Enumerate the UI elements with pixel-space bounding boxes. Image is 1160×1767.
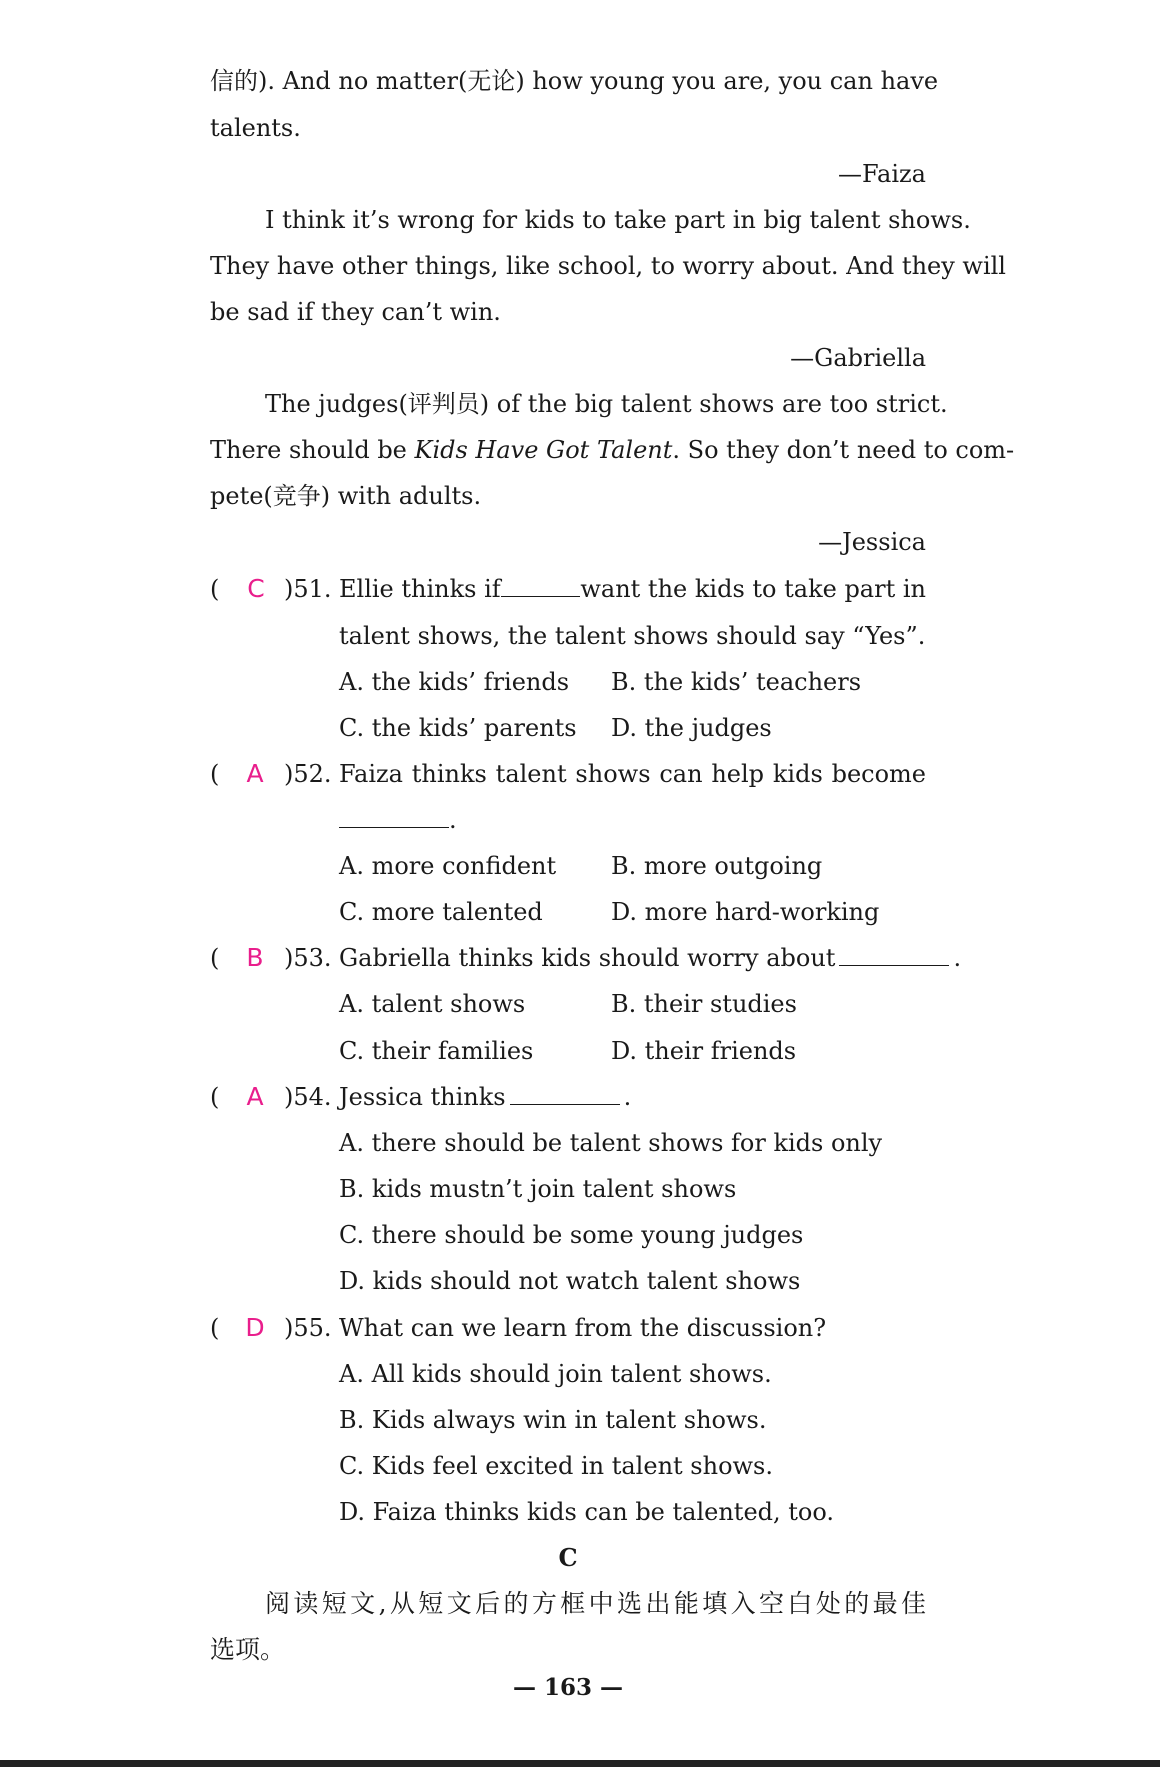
option-c: C. the kids’ parents xyxy=(339,714,577,742)
stem-text: Jessica thinks xyxy=(339,1083,506,1111)
section-instruction: 阅读短文,从短文后的方框中选出能填入空白处的最佳 xyxy=(265,1589,926,1618)
signature-gabriella: —Gabriella xyxy=(790,344,926,372)
question-stem xyxy=(339,943,961,973)
answer-paren: ( xyxy=(210,1083,220,1111)
answer-blank xyxy=(501,574,581,597)
section-instruction: 选项。 xyxy=(210,1635,286,1664)
stem-punct: . xyxy=(623,1083,632,1111)
option-d: D. more hard-working xyxy=(611,898,880,926)
question-number: )55. xyxy=(284,1314,332,1342)
passage-line: The judges(评判员) of the big talent shows are too strict. xyxy=(265,390,948,418)
question-number: )51. xyxy=(284,575,332,603)
bottom-edge-bar xyxy=(0,1760,1160,1767)
stem-text: want the kids to take part in xyxy=(580,575,926,603)
question-stem xyxy=(339,1082,631,1112)
option-a: A. talent shows xyxy=(339,990,526,1018)
answer-blank xyxy=(339,805,449,828)
answer-paren: ( xyxy=(210,944,220,972)
option-b: B. Kids always win in talent shows. xyxy=(339,1406,767,1434)
question-stem: Faiza thinks talent shows can help kids become xyxy=(339,760,926,788)
passage-line xyxy=(210,435,1014,465)
signature-jessica: —Jessica xyxy=(818,528,926,556)
option-a: A. All kids should join talent shows. xyxy=(339,1360,772,1388)
option-d: D. kids should not watch talent shows xyxy=(339,1267,801,1295)
stem-text: Ellie thinks if xyxy=(339,575,501,603)
signature-faiza: —Faiza xyxy=(838,160,926,188)
option-a: A. there should be talent shows for kids only xyxy=(339,1129,883,1157)
answer-mark: C xyxy=(247,574,265,603)
answer-mark: D xyxy=(245,1313,265,1342)
passage-line: be sad if they can’t win. xyxy=(210,298,501,326)
option-b: B. kids mustn’t join talent shows xyxy=(339,1175,737,1203)
passage-line: 信的). And no matter(无论) how young you are, you can have xyxy=(210,67,939,95)
option-b: B. more outgoing xyxy=(611,852,823,880)
page-number: — 163 — xyxy=(512,1674,624,1701)
option-c: C. there should be some young judges xyxy=(339,1221,804,1249)
question-stem xyxy=(339,805,457,835)
stem-punct: . xyxy=(953,944,962,972)
question-stem: talent shows, the talent shows should say “Yes”. xyxy=(339,622,926,650)
answer-blank xyxy=(839,943,949,966)
answer-blank xyxy=(510,1082,620,1105)
show-title: Kids Have Got Talent xyxy=(414,436,673,464)
answer-mark: A xyxy=(246,1082,264,1111)
passage-text: There should be xyxy=(210,436,415,464)
passage-line: They have other things, like school, to worry about. And they will xyxy=(210,252,1006,280)
option-d: D. their friends xyxy=(611,1037,797,1065)
answer-mark: A xyxy=(246,759,264,788)
option-c: C. their families xyxy=(339,1037,534,1065)
passage-line: pete(竞争) with adults. xyxy=(210,482,482,510)
passage-line: talents. xyxy=(210,114,301,142)
option-c: C. more talented xyxy=(339,898,543,926)
answer-paren: ( xyxy=(210,760,220,788)
option-a: A. more confident xyxy=(339,852,557,880)
question-number: )54. xyxy=(284,1083,332,1111)
question-stem xyxy=(339,574,926,604)
option-c: C. Kids feel excited in talent shows. xyxy=(339,1452,774,1480)
passage-line: I think it’s wrong for kids to take part in big talent shows. xyxy=(265,206,971,234)
passage-text: . So they don’t need to com- xyxy=(672,436,1015,464)
question-number: )53. xyxy=(284,944,332,972)
stem-text: Gabriella thinks kids should worry about xyxy=(339,944,836,972)
question-number: )52. xyxy=(284,760,332,788)
answer-paren: ( xyxy=(210,575,220,603)
option-a: A. the kids’ friends xyxy=(339,668,570,696)
answer-mark: B xyxy=(246,943,264,972)
option-d: D. the judges xyxy=(611,714,772,742)
option-b: B. their studies xyxy=(611,990,797,1018)
question-stem: What can we learn from the discussion? xyxy=(339,1314,827,1342)
stem-punct: . xyxy=(449,806,457,834)
option-d: D. Faiza thinks kids can be talented, too. xyxy=(339,1498,835,1526)
section-heading: C xyxy=(558,1543,578,1572)
answer-paren: ( xyxy=(210,1314,220,1342)
option-b: B. the kids’ teachers xyxy=(611,668,862,696)
